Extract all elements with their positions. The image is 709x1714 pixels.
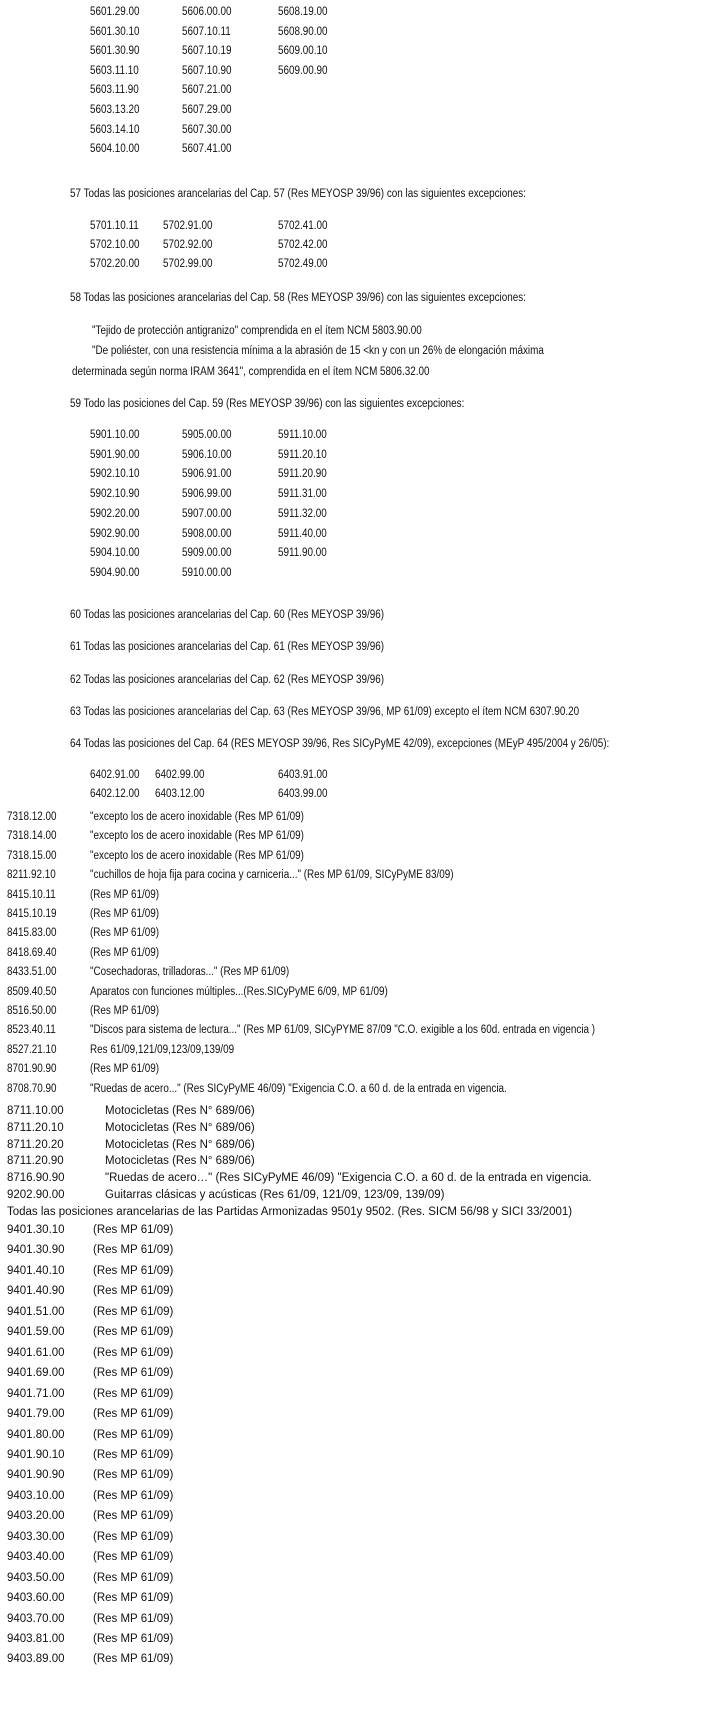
ncm-code: 5607.10.11 — [182, 25, 231, 38]
item-description: (Res MP 61/09) — [90, 927, 160, 940]
item-description: (Res MP 61/09) — [93, 1224, 174, 1236]
ncm-code: 5702.41.00 — [278, 220, 328, 232]
item-code: 8711.20.20 — [7, 1138, 64, 1151]
item-description: (Res MP 61/09) — [93, 1285, 174, 1298]
exception-text: "De poliéster, con una resistencia mínima a la abrasión de 15 <kn y con un 26% de elongación máxima — [92, 345, 544, 357]
chapter-58-heading: 58 Todas las posiciones arancelarias del Cap. 58 (Res MEYOSP 39/96) con las siguientes excepciones: — [70, 292, 526, 304]
ncm-code: 5609.00.90 — [278, 64, 328, 77]
ncm-code: 5902.10.90 — [90, 488, 140, 501]
item-code: 9401.90.10 — [7, 1448, 65, 1461]
ncm-code: 6402.91.00 — [90, 769, 140, 781]
item-code: 9401.61.00 — [7, 1346, 65, 1359]
ncm-code: 6403.12.00 — [155, 788, 205, 800]
item-code: 9401.80.00 — [7, 1428, 65, 1441]
ncm-code: 6402.99.00 — [155, 769, 205, 781]
item-description: "Ruedas de acero…" (Res SICyPyME 46/09) "Exigencia C.O. a 60 d. de la entrada en vigencia. — [105, 1172, 592, 1185]
item-description: (Res MP 61/09) — [93, 1428, 174, 1441]
ncm-code: 6403.99.00 — [278, 788, 328, 800]
item-code: 9401.90.90 — [7, 1469, 65, 1482]
item-description: (Res MP 61/09) — [93, 1530, 174, 1543]
ncm-code: 5904.90.00 — [90, 566, 140, 579]
item-description: "Ruedas de acero..." (Res SICyPyME 46/09) "Exigencia C.O. a 60 d. de la entrada en vigencia. — [90, 1082, 507, 1095]
ncm-code: 5911.10.00 — [278, 429, 327, 441]
exception-text: "Tejido de protección antigranizo" comprendida en el ítem NCM 5803.90.00 — [92, 325, 422, 337]
item-description: (Res MP 61/09) — [93, 1305, 174, 1318]
ncm-code: 5911.40.00 — [278, 527, 327, 540]
ncm-code: 5608.90.00 — [278, 25, 328, 38]
item-description: (Res MP 61/09) — [93, 1592, 174, 1605]
exception-text: determinada según norma IRAM 3641", comprendida en el ítem NCM 5806.32.00 — [72, 366, 430, 378]
ncm-code: 5906.10.00 — [182, 448, 232, 461]
item-code: 9401.51.00 — [7, 1305, 65, 1318]
item-description: (Res MP 61/09) — [93, 1264, 174, 1277]
ncm-code: 5702.99.00 — [163, 258, 213, 270]
ncm-code: 5905.00.00 — [182, 429, 232, 441]
ncm-code: 5910.00.00 — [182, 566, 232, 579]
item-description: (Res MP 61/09) — [93, 1612, 174, 1625]
item-description: (Res MP 61/09) — [90, 888, 160, 901]
chapter-64-heading: 64 Todas las posiciones del Cap. 64 (RES MEYOSP 39/96, Res SICyPyME 42/09), excepciones (MEyP 495/2004 y 26/05): — [70, 738, 610, 750]
ncm-code: 5902.10.10 — [90, 468, 140, 481]
item-description: (Res MP 61/09) — [93, 1346, 174, 1359]
item-code: 7318.12.00 — [7, 811, 57, 823]
item-description: (Res MP 61/09) — [90, 1063, 160, 1076]
item-description: "cuchillos de hoja fija para cocina y carniceria..." (Res MP 61/09, SICyPyME 83/09) — [90, 869, 454, 882]
item-code: 9401.30.90 — [7, 1244, 65, 1257]
ncm-code: 5607.21.00 — [182, 84, 232, 97]
item-code: 8211.92.10 — [7, 869, 56, 882]
ncm-code: 5702.10.00 — [90, 239, 140, 251]
ncm-code: 5601.29.00 — [90, 6, 140, 18]
ncm-code: 5911.20.90 — [278, 468, 327, 481]
item-description: (Res MP 61/09) — [93, 1571, 174, 1584]
item-code: 9401.40.90 — [7, 1285, 65, 1298]
item-code: 8433.51.00 — [7, 966, 57, 979]
item-description: (Res MP 61/09) — [93, 1244, 174, 1257]
ncm-code: 5902.90.00 — [90, 527, 140, 540]
item-code: 9403.20.00 — [7, 1510, 65, 1523]
chapter-63-heading: 63 Todas las posiciones arancelarias del Cap. 63 (Res MEYOSP 39/96, MP 61/09) excepto el ítem NCM 6307.90.20 — [70, 706, 580, 718]
item-code: 9401.71.00 — [7, 1387, 65, 1400]
ncm-code: 5911.32.00 — [278, 507, 327, 520]
item-code: 9403.50.00 — [7, 1571, 65, 1584]
item-code: 8418.69.40 — [7, 946, 57, 959]
ncm-code: 5702.20.00 — [90, 258, 140, 270]
item-code: 8711.20.90 — [7, 1155, 64, 1168]
ncm-code: 6402.12.00 — [90, 788, 140, 800]
item-description: (Res MP 61/09) — [93, 1510, 174, 1523]
item-code: 8708.70.90 — [7, 1082, 57, 1095]
ncm-code: 5603.14.10 — [90, 123, 140, 136]
item-description: Motocicletas (Res N° 689/06) — [105, 1138, 255, 1151]
item-description: Motocicletas (Res N° 689/06) — [105, 1121, 255, 1134]
item-code: 9401.79.00 — [7, 1408, 65, 1421]
item-code: 9403.30.00 — [7, 1530, 65, 1543]
ncm-code: 5904.10.00 — [90, 547, 140, 560]
item-code: 8516.50.00 — [7, 1005, 57, 1017]
item-description: Motocicletas (Res N° 689/06) — [105, 1105, 255, 1117]
item-description: "excepto los de acero inoxidable (Res MP 61/09) — [90, 811, 304, 823]
item-description: Res 61/09,121/09,123/09,139/09 — [90, 1043, 235, 1056]
ncm-code: 5603.11.90 — [90, 84, 139, 97]
ncm-code: 5608.19.00 — [278, 6, 328, 18]
ncm-code: 5702.92.00 — [163, 239, 213, 251]
item-code: 9401.69.00 — [7, 1367, 65, 1380]
ncm-code: 6403.91.00 — [278, 769, 328, 781]
ncm-code: 5601.30.10 — [90, 25, 140, 38]
ncm-code: 5607.29.00 — [182, 104, 232, 116]
ncm-code: 5601.30.90 — [90, 45, 140, 58]
item-description: (Res MP 61/09) — [93, 1408, 174, 1421]
item-code: 9403.10.00 — [7, 1489, 65, 1502]
item-code: 7318.15.00 — [7, 849, 57, 862]
ncm-code: 5911.90.00 — [278, 547, 327, 560]
item-code: 9202.90.00 — [7, 1189, 65, 1201]
ncm-code: 5906.99.00 — [182, 488, 232, 501]
item-code: 9403.60.00 — [7, 1592, 65, 1605]
item-code: 8415.10.11 — [7, 888, 56, 901]
ncm-code: 5907.00.00 — [182, 507, 232, 520]
ncm-code: 5911.31.00 — [278, 488, 327, 501]
item-description: (Res MP 61/09) — [90, 946, 160, 959]
item-code: 8523.40.11 — [7, 1024, 56, 1037]
item-description: (Res MP 61/09) — [93, 1367, 174, 1380]
item-description: Guitarras clásicas y acústicas (Res 61/09, 121/09, 123/09, 139/09) — [105, 1189, 445, 1201]
item-description: (Res MP 61/09) — [93, 1448, 174, 1461]
item-description: "Discos para sistema de lectura..." (Res MP 61/09, SICyPYME 87/09 "C.O. exigible a los 60d. entrada en vigencia ) — [90, 1024, 596, 1037]
item-description: (Res MP 61/09) — [93, 1653, 174, 1666]
ncm-code: 5606.00.00 — [182, 6, 232, 18]
item-code: 7318.14.00 — [7, 830, 57, 843]
item-code: 9403.81.00 — [7, 1633, 65, 1645]
chapter-62-heading: 62 Todas las posiciones arancelarias del Cap. 62 (Res MEYOSP 39/96) — [70, 674, 385, 686]
item-code: 8711.10.00 — [7, 1105, 64, 1117]
item-code: 9401.40.10 — [7, 1264, 65, 1277]
ncm-code: 5702.42.00 — [278, 239, 328, 251]
ncm-code: 5909.00.00 — [182, 547, 232, 560]
item-description: (Res MP 61/09) — [93, 1633, 174, 1645]
chapter-60-heading: 60 Todas las posiciones arancelarias del Cap. 60 (Res MEYOSP 39/96) — [70, 609, 385, 621]
ncm-code: 5901.90.00 — [90, 448, 140, 461]
item-description: (Res MP 61/09) — [93, 1489, 174, 1502]
partidas-heading: Todas las posiciones arancelarias de las Partidas Armonizadas 9501y 9502. (Res. SICM 56/98 y SICI 33/2001) — [7, 1206, 573, 1218]
item-code: 9403.89.00 — [7, 1653, 65, 1666]
item-description: (Res MP 61/09) — [93, 1469, 174, 1482]
item-description: (Res MP 61/09) — [93, 1551, 174, 1564]
item-code: 8415.83.00 — [7, 927, 57, 940]
item-code: 9401.30.10 — [7, 1224, 65, 1236]
item-code: 9403.70.00 — [7, 1612, 65, 1625]
ncm-code: 5604.10.00 — [90, 143, 140, 156]
item-code: 8415.10.19 — [7, 908, 57, 920]
item-description: "excepto los de acero inoxidable (Res MP 61/09) — [90, 849, 304, 862]
ncm-code: 5607.10.19 — [182, 45, 232, 58]
chapter-59-heading: 59 Todo las posiciones del Cap. 59 (Res MEYOSP 39/96) con las siguientes excepciones: — [70, 398, 465, 410]
chapter-57-heading: 57 Todas las posiciones arancelarias del Cap. 57 (Res MEYOSP 39/96) con las siguientes excepciones: — [70, 188, 526, 200]
item-description: (Res MP 61/09) — [93, 1387, 174, 1400]
item-description: "excepto los de acero inoxidable (Res MP 61/09) — [90, 830, 304, 843]
item-description: Aparatos con funciones múltiples...(Res.SICyPyME 6/09, MP 61/09) — [90, 985, 388, 998]
ncm-code: 5607.41.00 — [182, 143, 232, 156]
ncm-code: 5702.91.00 — [163, 220, 213, 232]
ncm-code: 5908.00.00 — [182, 527, 232, 540]
ncm-code: 5603.13.20 — [90, 104, 140, 116]
item-code: 8509.40.50 — [7, 985, 57, 998]
ncm-code: 5607.30.00 — [182, 123, 232, 136]
item-description: (Res MP 61/09) — [90, 1005, 160, 1017]
item-code: 8701.90.90 — [7, 1063, 57, 1076]
item-code: 9403.40.00 — [7, 1551, 65, 1564]
ncm-code: 5609.00.10 — [278, 45, 328, 58]
item-description: Motocicletas (Res N° 689/06) — [105, 1155, 255, 1168]
item-code: 9401.59.00 — [7, 1326, 65, 1339]
item-code: 8711.20.10 — [7, 1121, 64, 1134]
ncm-code: 5607.10.90 — [182, 64, 232, 77]
ncm-code: 5906.91.00 — [182, 468, 232, 481]
ncm-code: 5901.10.00 — [90, 429, 140, 441]
ncm-code: 5603.11.10 — [90, 64, 139, 77]
ncm-code: 5701.10.11 — [90, 220, 139, 232]
item-code: 8716.90.90 — [7, 1172, 65, 1185]
ncm-code: 5702.49.00 — [278, 258, 328, 270]
ncm-code: 5902.20.00 — [90, 507, 140, 520]
item-description: "Cosechadoras, trilladoras..." (Res MP 61/09) — [90, 966, 290, 979]
item-code: 8527.21.10 — [7, 1043, 57, 1056]
ncm-code: 5911.20.10 — [278, 448, 327, 461]
item-description: (Res MP 61/09) — [90, 908, 160, 920]
chapter-61-heading: 61 Todas las posiciones arancelarias del Cap. 61 (Res MEYOSP 39/96) — [70, 641, 385, 653]
item-description: (Res MP 61/09) — [93, 1326, 174, 1339]
